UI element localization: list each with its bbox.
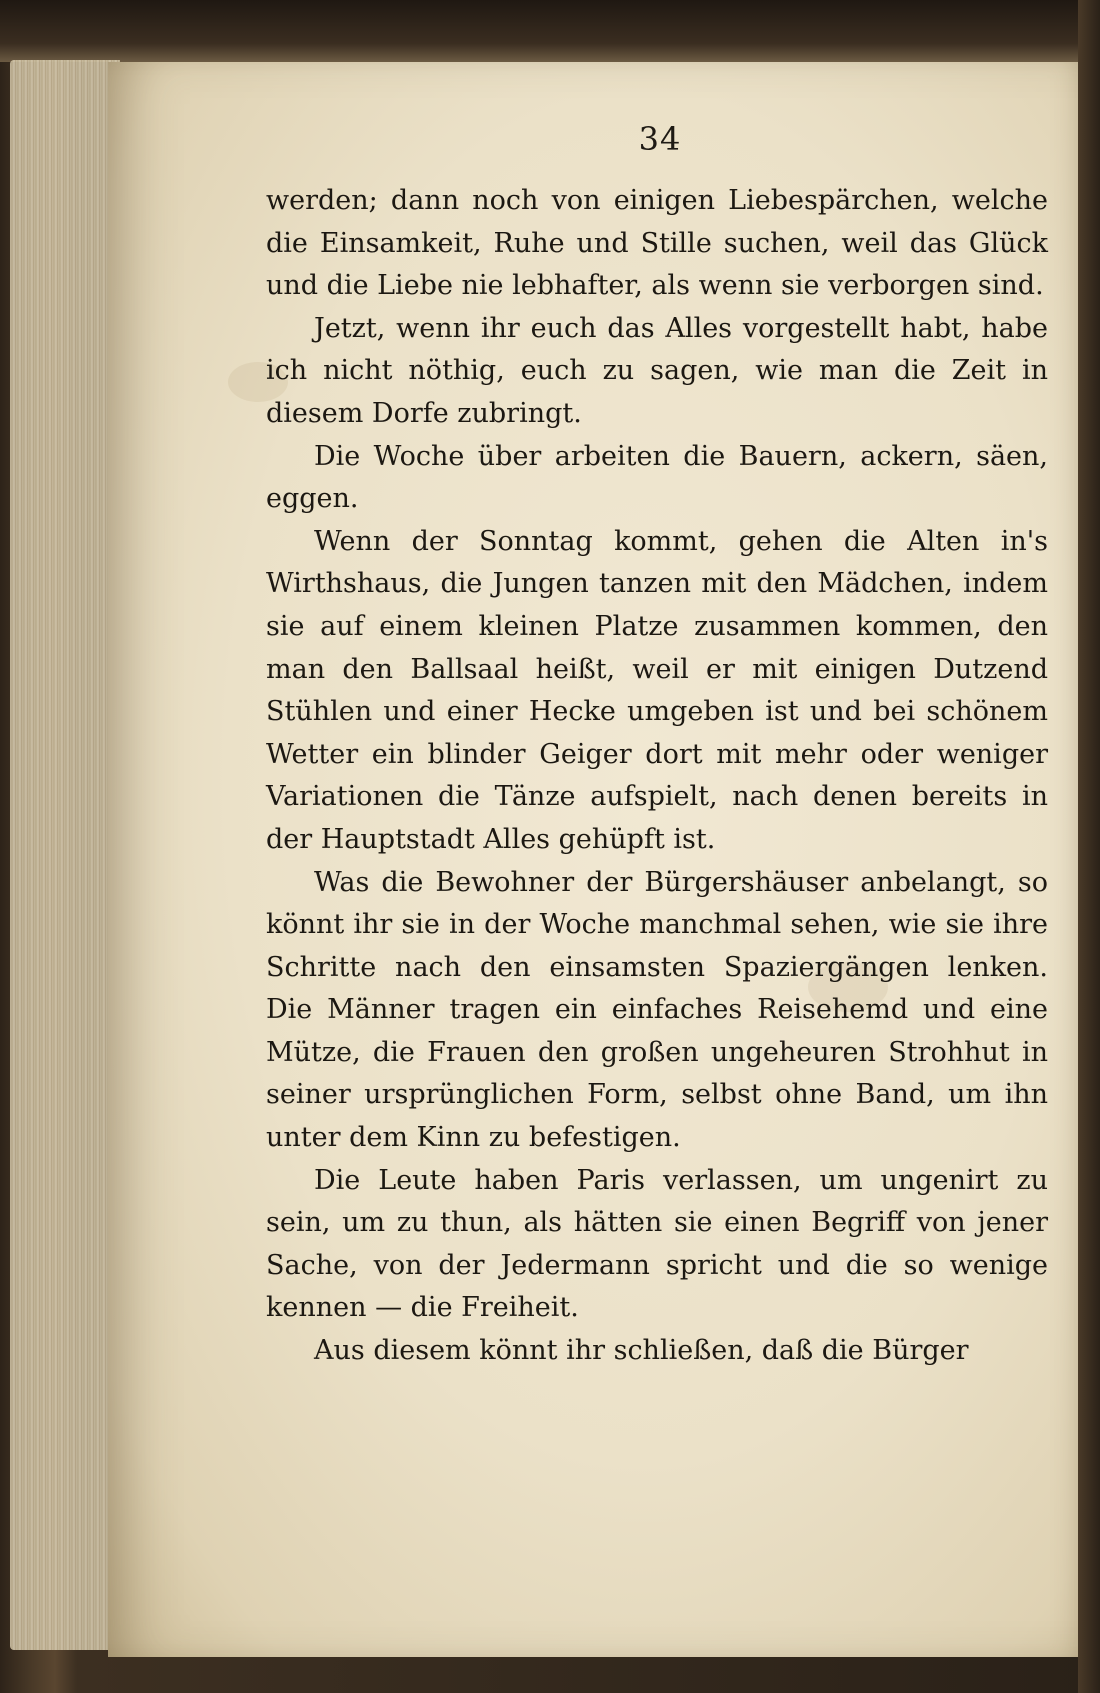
page-number: 34 xyxy=(638,120,682,158)
book-right-edge xyxy=(1078,0,1100,1693)
page-text xyxy=(266,180,1048,1373)
paragraph: Die Leute haben Paris verlassen, um ungenirt zu sein, um zu thun, als hätten sie einen Begriff von jener Sache, von der Jedermann spricht und die so wenige kennen — die Freiheit. xyxy=(266,1164,1048,1324)
paragraph: Wenn der Sonntag kommt, gehen die Alten in's Wirthshaus, die Jungen tanzen mit den Mädchen, indem sie auf einem kleinen Platze zusammen kommen, den man den Ballsaal heißt, weil er mit einigen Dutzend Stühlen und einer Hecke umgeben ist und bei schönem Wetter ein blinder Geiger dort mit mehr oder weniger Variationen die Tänze aufspielt, nach denen bereits in der Hauptstadt Alles gehüpft ist. xyxy=(266,525,1048,855)
paragraph: Die Woche über arbeiten die Bauern, ackern, säen, eggen. xyxy=(266,440,1048,515)
paragraph: werden; dann noch von einigen Liebespärchen, welche die Einsamkeit, Ruhe und Stille suchen, weil das Glück und die Liebe nie lebhafter, als wenn sie verborgen sind. xyxy=(266,185,1048,302)
book-top-edge xyxy=(0,0,1100,62)
page-edges xyxy=(10,60,120,1650)
paragraph: Jetzt, wenn ihr euch das Alles vorgestellt habt, habe ich nicht nöthig, euch zu sagen, wie man die Zeit in diesem Dorfe zubringt. xyxy=(266,312,1048,429)
paragraph: Aus diesem könnt ihr schließen, daß die Bürger xyxy=(314,1335,969,1367)
paragraph: Was die Bewohner der Bürgershäuser anbelangt, so könnt ihr sie in der Woche manchmal sehen, wie sie ihre Schritte nach den einsamsten Spaziergängen lenken. Die Männer tragen ein einfaches Reisehemd und eine Mütze, die Frauen den großen ungeheuren Strohhut in seiner ursprünglichen Form, selbst ohne Band, um ihn unter dem Kinn zu befestigen. xyxy=(266,866,1048,1154)
